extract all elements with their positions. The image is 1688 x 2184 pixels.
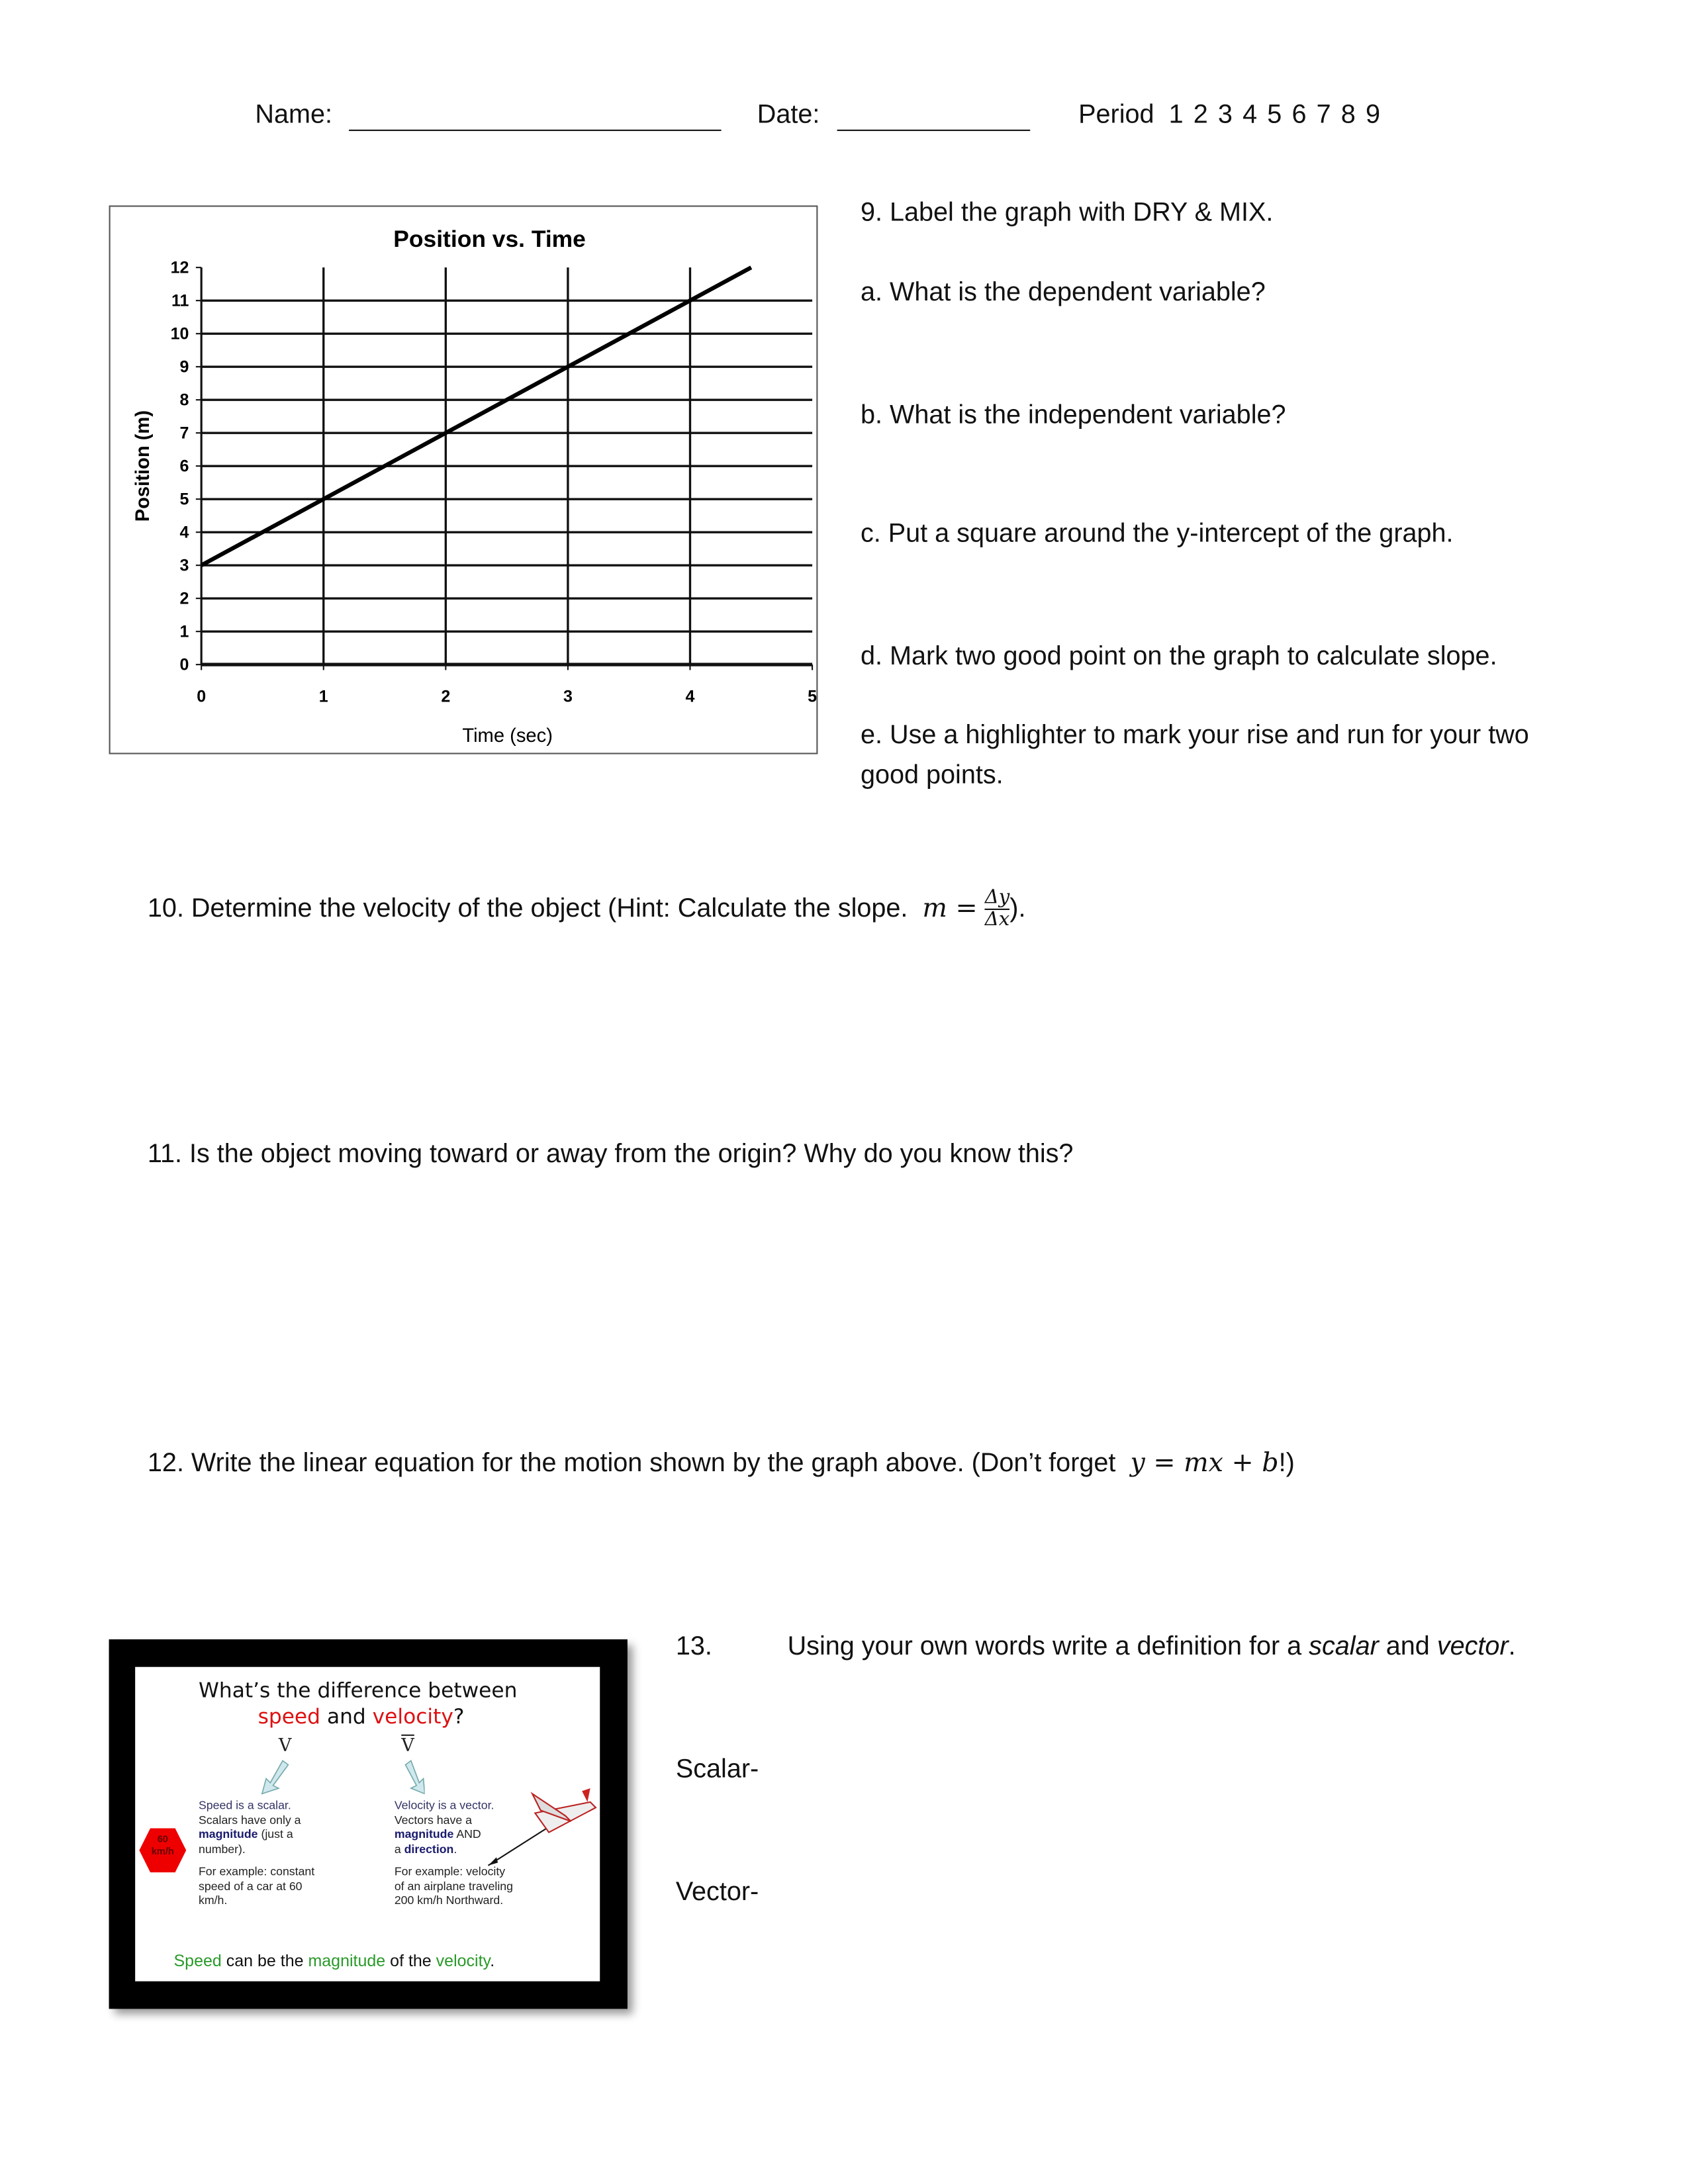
vector-example — [395, 1864, 513, 1908]
left4: number). — [198, 1842, 246, 1856]
down-left-arrow-icon — [262, 1760, 289, 1794]
y-tick-label: 6 — [179, 457, 189, 476]
x-tick-label: 5 — [808, 687, 817, 706]
y-tick-label: 7 — [179, 424, 189, 443]
right4b: direction — [404, 1842, 454, 1856]
y-tick-label: 9 — [179, 357, 189, 377]
q13-pre: Using your own words write a definition for a — [787, 1632, 1309, 1662]
right3a: magnitude — [394, 1827, 454, 1841]
scalar-example — [199, 1864, 314, 1908]
x-tick-label: 2 — [441, 687, 451, 706]
left3b: (just a — [258, 1827, 293, 1841]
foot2: can be the — [221, 1950, 308, 1971]
scalar-label: Scalar- — [675, 1755, 759, 1784]
foot-velocity: velocity — [436, 1950, 491, 1971]
foot-magnitude: magnitude — [308, 1950, 386, 1971]
down-right-arrow-icon — [405, 1760, 424, 1794]
right7: 200 km/h Northward. — [394, 1893, 504, 1907]
vector-v: $\overline{V}$ — [401, 1735, 414, 1757]
q9c: c. Put a square around the y-intercept of the graph. — [860, 520, 1454, 549]
q10-end: ). — [1009, 894, 1026, 924]
q9a: a. What is the dependent variable? — [860, 278, 1266, 308]
word-velocity: velocity — [372, 1704, 453, 1729]
vector-label: Vector- — [675, 1878, 759, 1907]
q10-den: Δx — [984, 909, 1010, 932]
name-label: Name: — [255, 101, 333, 130]
q12-end: !) — [1278, 1449, 1295, 1479]
sign-text — [149, 1835, 177, 1859]
y-tick-label: 8 — [179, 390, 189, 410]
word-speed: speed — [258, 1704, 321, 1729]
foot6: . — [490, 1950, 495, 1971]
date-label: Date: — [757, 101, 820, 130]
q10-m: m = — [922, 893, 978, 924]
y-tick-label: 4 — [179, 523, 189, 542]
x-tick-label: 1 — [318, 687, 328, 706]
left2: Scalars have only a — [198, 1812, 301, 1827]
q13-text — [788, 1633, 1516, 1664]
y-tick-label: 11 — [171, 291, 189, 310]
q9e-line1: e. Use a highlighter to mark your rise and run for your two — [860, 721, 1529, 751]
word-and: and — [320, 1704, 373, 1729]
position-time-chart — [109, 205, 818, 754]
q11: 11. Is the object moving toward or away from the origin? Why do you know this? — [147, 1140, 1074, 1169]
q9d: d. Mark two good point on the graph to calculate slope. — [860, 642, 1497, 672]
left7: km/h. — [198, 1893, 228, 1907]
period-options: 1 2 3 4 5 6 7 8 9 — [1168, 101, 1382, 130]
slide-footer — [173, 1951, 494, 1972]
left6: speed of a car at 60 — [198, 1878, 303, 1893]
chart-svg — [111, 206, 817, 752]
q10-text: 10. Determine the velocity of the object (Hint: Calculate the slope. — [147, 894, 908, 924]
period-label — [1078, 101, 1382, 132]
speed-velocity-image — [109, 1639, 628, 2009]
sign-kmh: km/h — [151, 1847, 174, 1857]
q10-fraction — [985, 888, 1010, 932]
q9b: b. What is the independent variable? — [860, 401, 1286, 430]
chart-title: Position vs. Time — [393, 225, 586, 252]
slide-title-2 — [258, 1704, 465, 1730]
left5: For example: constant — [198, 1864, 315, 1878]
q12-text: 12. Write the linear equation for the motion shown by the graph above. (Don’t forget — [147, 1449, 1116, 1479]
y-tick-label: 3 — [179, 556, 189, 575]
q13-and: and — [1378, 1632, 1437, 1662]
q13-scalar: scalar — [1309, 1632, 1379, 1662]
y-tick-label: 0 — [179, 655, 189, 674]
left3a: magnitude — [198, 1827, 258, 1841]
y-tick-label: 5 — [179, 490, 189, 509]
q12-eq: y = mx + b — [1130, 1447, 1279, 1479]
scalar-v: V — [278, 1735, 292, 1757]
q12 — [148, 1447, 1295, 1480]
question-mark: ? — [453, 1704, 465, 1729]
y-tick-label: 10 — [170, 324, 189, 343]
airplane-icon — [480, 1786, 598, 1868]
x-tick-label: 4 — [685, 687, 695, 706]
foot4: of the — [385, 1950, 436, 1971]
slide-title-1: What’s the difference between — [198, 1678, 518, 1703]
q9e-line2: good points. — [860, 760, 1004, 790]
x-tick-label: 0 — [197, 687, 207, 706]
q9-title: 9. Label the graph with DRY & MIX. — [860, 198, 1274, 228]
vector-desc — [395, 1798, 494, 1857]
left1: Speed is a scalar. — [198, 1797, 291, 1812]
x-axis-label: Time (sec) — [462, 725, 553, 747]
y-axis-label: Position (m) — [132, 410, 154, 522]
q10 — [148, 888, 1026, 932]
right3b: AND — [453, 1827, 481, 1841]
series-line — [201, 267, 751, 565]
date-blank[interactable] — [837, 130, 1031, 131]
q13-number: 13. — [675, 1632, 712, 1662]
y-tick-label: 1 — [179, 622, 189, 641]
q13-dot: . — [1508, 1632, 1516, 1662]
period-word: Period — [1078, 101, 1154, 130]
name-blank[interactable] — [349, 130, 721, 131]
y-tick-label: 2 — [179, 589, 189, 608]
sign-60: 60 — [157, 1835, 168, 1845]
foot-speed: Speed — [173, 1950, 222, 1971]
right4c: . — [453, 1842, 457, 1856]
x-tick-label: 3 — [563, 687, 573, 706]
right4a: a — [394, 1842, 404, 1856]
q10-num: Δy — [985, 888, 1010, 911]
scalar-desc — [199, 1798, 301, 1857]
right2: Vectors have a — [394, 1812, 472, 1827]
right6: of an airplane traveling — [394, 1878, 514, 1893]
q13-vector: vector — [1436, 1632, 1509, 1662]
arrow-icons — [259, 1758, 425, 1796]
right1: Velocity is a vector. — [394, 1797, 494, 1812]
y-tick-label: 12 — [170, 258, 189, 277]
right5: For example: velocity — [394, 1864, 506, 1878]
slide — [135, 1667, 600, 1981]
